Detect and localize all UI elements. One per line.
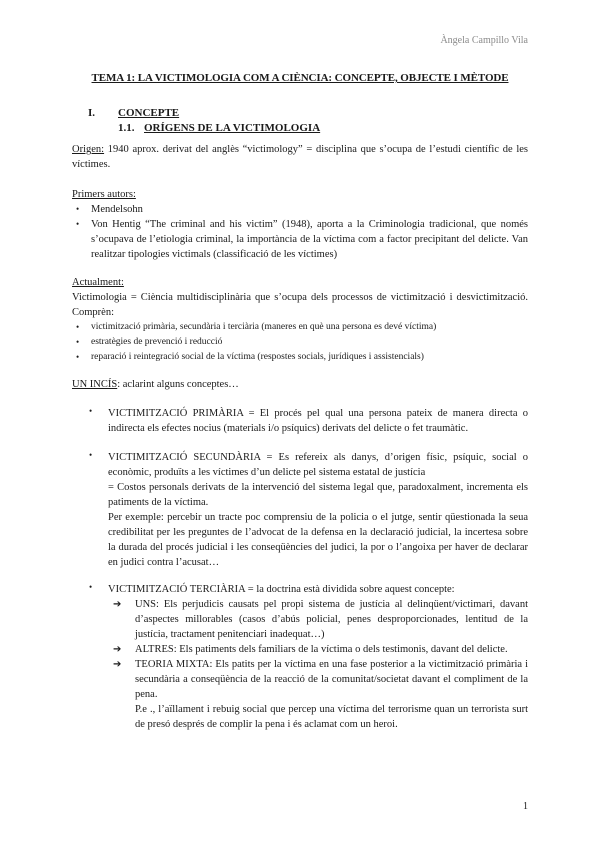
subsection-title: ORÍGENS DE LA VICTIMOLOGIA (144, 122, 321, 134)
bullet-icon: • (89, 582, 93, 592)
origen-paragraph (72, 142, 528, 172)
secundaria-p1: VICTIMITZACIÓ SECUNDÀRIA = Es refereix als danys, d’origen físic, psíquic, social o econòmic, produïts a les víctimes d’un delicte pel sistema estatal de justícia (108, 452, 528, 478)
list-item: • estratègies de prevenció i reducció (72, 335, 528, 350)
section-heading (88, 107, 179, 119)
secundaria-p3: Per exemple: percebir un tracte poc comprensiu de la policia o el jutge, sentir qüestionada la seua credibilitat per les preguntes de l’advocat de la defensa en la declaració judicial, la incertesa sobre la durada del procés judicial i les conseqüències del judici, la por o l’angoixa per haver de declarar en judici contra l’acusat… (108, 512, 528, 568)
subsection-heading (118, 122, 320, 134)
primers-autors (72, 187, 528, 262)
secundaria-p2: = Costos personals derivats de la intervenció del sistema legal que, paradoxalment, incrementa els patiments de la víctima. (108, 482, 528, 508)
terciaria-example: P.e ., l’aïllament i rebuig social que percep una víctima del terrorisme quan un terrorista surt de presó després de complir la pena i és aclamat com un heroi. (135, 704, 528, 730)
actualment-text: Victimologia = Ciència multidisciplinària que s’ocupa dels processos de victimització i desvictimització. Comprèn: (72, 292, 528, 318)
list-item: • Mendelsohn (72, 202, 528, 217)
primaria-item (72, 406, 528, 436)
primaria-text: VICTIMITZACIÓ PRIMÀRIA = El procés pel qual una persona pateix de manera directa o indirecta els efectes nocius (materials i/o psíquics) derivats del delicte o fet traumàtic. (108, 408, 528, 434)
actualment-list (72, 320, 528, 365)
arrow-right-icon: ➔ (113, 659, 122, 670)
section-title: CONCEPTE (118, 107, 180, 119)
bullet-icon: • (89, 406, 93, 416)
arrow-right-icon: ➔ (113, 644, 122, 655)
terciaria-text: VICTIMITZACIÓ TERCIÀRIA = la doctrina està dividida sobre aquest concepte: (108, 584, 455, 595)
actualment-heading: Actualment: (72, 277, 124, 288)
list-item: • reparació i reintegració social de la víctima (respostes socials, jurídiques i assistencials) (72, 350, 528, 365)
primers-heading: Primers autors: (72, 189, 136, 200)
terciaria-list (108, 597, 528, 702)
origen-label: Origen: (72, 144, 105, 155)
subsection-number: 1.1. (118, 122, 135, 134)
secundaria-item (72, 450, 528, 570)
bullet-icon: • (89, 450, 93, 460)
page-number: 1 (523, 801, 528, 812)
list-item: ➔ ALTRES: Els patiments dels familiars de la víctima o dels testimonis, davant del delicte. (113, 644, 508, 655)
section-number: I. (88, 107, 96, 119)
incis-line (72, 377, 528, 392)
incis-text: : aclarint alguns conceptes… (117, 379, 239, 390)
author-header: Àngela Campillo Vila (440, 35, 528, 46)
actualment-block (72, 275, 528, 365)
terciaria-item (72, 582, 528, 732)
origen-text: 1940 aprox. derivat del anglès “victimology” = disciplina que s’ocupa de l’estudi científic de les víctimes. (72, 144, 528, 170)
arrow-right-icon: ➔ (113, 599, 122, 610)
incis-label: UN INCÍS (72, 379, 118, 390)
primers-list (72, 202, 528, 262)
list-item: ➔ TEORIA MIXTA: Els patits per la víctima en una fase posterior a la victimització primària i secundària a conseqüència de la reacció de la comunitat/societat davant el compliment de la pena. (113, 659, 528, 700)
document-title: TEMA 1: LA VICTIMOLOGIA COM A CIÈNCIA: CONCEPTE, OBJECTE I MÈTODE (91, 72, 509, 84)
list-item: ➔ UNS: Els perjudicis causats pel propi sistema de justícia al delinqüent/victimari, davant d’aspectes millorables (casos d’abús policial, penes desproporcionades, lentitud de la justícia, tractament penitenciari inadequat…) (113, 599, 528, 640)
list-item: • victimització primària, secundària i terciària (maneres en què una persona es devé víctima) (72, 320, 528, 335)
list-item: • Von Hentig “The criminal and his victim” (1948), aporta a la Criminologia tradicional, que només s’ocupava de l’etiologia criminal, la importància de la víctima com a factor precipitant del delicte. Van realitzar tipologies victimals (classificació de les víctimes) (72, 217, 528, 262)
